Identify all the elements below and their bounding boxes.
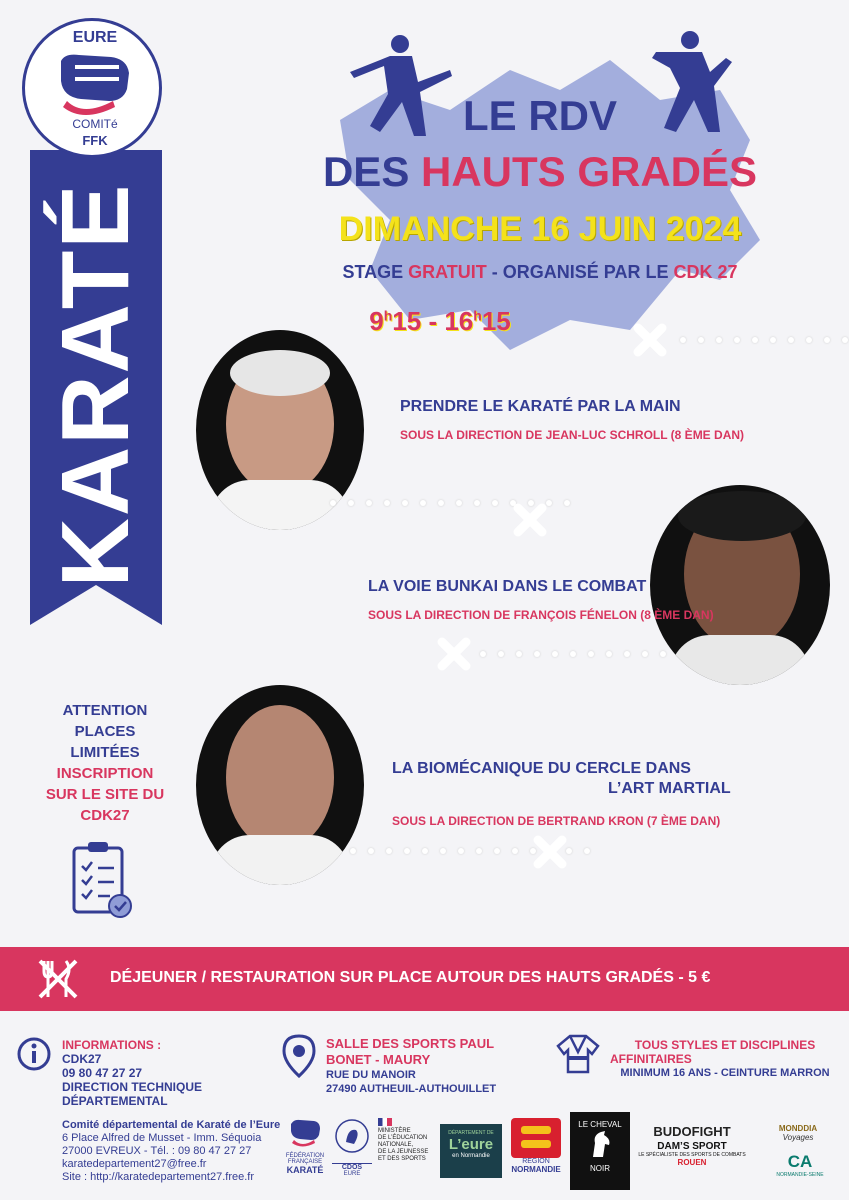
notice-line: ATTENTION bbox=[62, 702, 148, 719]
portrait-kron bbox=[196, 685, 364, 885]
budofight-damsport-logo bbox=[636, 1124, 748, 1167]
ribbon-notch bbox=[30, 585, 162, 625]
french-flag-icon bbox=[378, 1118, 392, 1126]
dots-row-1 bbox=[680, 337, 849, 343]
eure-text: en Normandie bbox=[452, 1153, 490, 1159]
fist-icon bbox=[53, 51, 137, 117]
region-text: NORMANDIE bbox=[511, 1165, 561, 1174]
committee-website[interactable]: Site : http://karatedepartement27.free.fr bbox=[62, 1171, 254, 1183]
eure-department-logo bbox=[440, 1124, 502, 1178]
ministere-text: ET DES SPORTS bbox=[378, 1156, 426, 1162]
info-phone: 09 80 47 27 27 bbox=[62, 1066, 143, 1080]
info-label: INFORMATIONS : bbox=[62, 1038, 162, 1052]
ffk-fist-icon bbox=[288, 1118, 322, 1148]
styles-requirement: MINIMUM 16 ANS - CEINTURE MARRON bbox=[620, 1067, 830, 1079]
cheval-text: LE CHEVAL bbox=[578, 1120, 622, 1129]
info-line: DÉPARTEMENTAL bbox=[62, 1094, 168, 1108]
mondia-text: MONDDIA bbox=[778, 1124, 818, 1133]
info-block bbox=[62, 1038, 202, 1108]
monddia-voyages-logo bbox=[758, 1124, 838, 1142]
title-prefix: DES bbox=[322, 148, 421, 195]
cdos-rooster-icon bbox=[334, 1118, 370, 1158]
ffk-text: KARATÉ bbox=[286, 1165, 324, 1175]
session-3-title-line1: LA BIOMÉCANIQUE DU CERCLE DANS bbox=[392, 760, 691, 777]
dots-row-3 bbox=[480, 651, 666, 657]
event-title-line2 bbox=[240, 148, 840, 196]
committee-address: 6 Place Alfred de Musset - Imm. Séquoia bbox=[62, 1132, 262, 1144]
cheval-text: NOIR bbox=[590, 1164, 610, 1173]
cdos-text: CDOS bbox=[332, 1163, 372, 1171]
committee-title: Comité départemental de Karaté de l’Eure bbox=[62, 1119, 281, 1131]
hours-sup2: h bbox=[473, 307, 482, 324]
x-mark-icon bbox=[510, 500, 550, 540]
eure-text: L’eure bbox=[448, 1136, 494, 1153]
session-2-director: SOUS LA DIRECTION DE FRANÇOIS FÉNELON (8 ÈME DAN) bbox=[368, 608, 714, 622]
venue-street: RUE DU MANOIR bbox=[326, 1069, 416, 1081]
x-mark-icon bbox=[530, 832, 570, 872]
stage-line bbox=[240, 262, 840, 283]
ffk-text: FRANÇAISE bbox=[287, 1159, 323, 1165]
info-line: CDK27 bbox=[62, 1052, 102, 1066]
logo-mid-text: COMITé bbox=[72, 117, 118, 131]
venue-name: SALLE DES SPORTS PAUL bbox=[326, 1036, 495, 1051]
region-text: RÉGION bbox=[522, 1158, 550, 1165]
committee-block bbox=[62, 1118, 280, 1184]
ministere-text: NATIONALE, bbox=[378, 1142, 414, 1148]
budofight-text: BUDOFIGHT bbox=[653, 1124, 731, 1139]
notice-line: CDK27 bbox=[80, 807, 130, 824]
hours-end: 15 bbox=[481, 306, 511, 336]
stage-free: GRATUIT bbox=[408, 262, 487, 282]
styles-line: TOUS STYLES ET DISCIPLINES bbox=[634, 1038, 816, 1052]
lunch-banner bbox=[0, 947, 849, 1011]
title-highlight: HAUTS GRADÉS bbox=[421, 148, 758, 195]
eure-text: DÉPARTEMENT DE bbox=[448, 1130, 494, 1136]
mondia-text: Voyages bbox=[782, 1133, 814, 1142]
karate-gi-icon bbox=[556, 1034, 600, 1074]
damsport-text: LE SPÉCIALISTE DES SPORTS DE COMBATS bbox=[638, 1152, 746, 1158]
x-mark-icon bbox=[630, 320, 670, 360]
stage-text-c: - ORGANISÉ PAR LE bbox=[486, 262, 674, 282]
notice-line: PLACES bbox=[74, 723, 136, 740]
notice-line: SUR LE SITE DU bbox=[45, 786, 165, 803]
styles-block bbox=[610, 1038, 840, 1080]
x-mark-icon bbox=[434, 634, 474, 674]
venue-block bbox=[326, 1036, 496, 1096]
event-date: DIMANCHE 16 JUIN 2024 bbox=[338, 210, 742, 248]
ministere-text: MINISTÈRE bbox=[378, 1128, 411, 1134]
horse-head-icon bbox=[585, 1129, 615, 1159]
event-title-line1: LE RDV bbox=[462, 92, 617, 139]
normandy-lions-icon bbox=[511, 1118, 561, 1158]
location-pin-icon bbox=[282, 1034, 316, 1078]
notice-line: INSCRIPTION bbox=[56, 765, 154, 782]
clipboard-checklist-icon bbox=[70, 840, 136, 920]
damsport-text: DAM’S SPORT bbox=[657, 1141, 727, 1152]
styles-line: AFFINITAIRES bbox=[610, 1052, 692, 1066]
ministere-sponsor-logo bbox=[378, 1118, 436, 1163]
lunch-banner-text: DÉJEUNER / RESTAURATION SUR PLACE AUTOUR DES HAUTS GRADÉS - 5 € bbox=[110, 969, 711, 986]
session-1-title: PRENDRE LE KARATÉ PAR LA MAIN bbox=[400, 398, 681, 415]
notice-line: LIMITÉES bbox=[70, 744, 140, 761]
cdos-sponsor-logo bbox=[332, 1118, 372, 1177]
registration-notice bbox=[20, 700, 190, 826]
ca-text: NORMANDIE-SEINE bbox=[776, 1172, 824, 1178]
portrait-fenelon bbox=[650, 485, 830, 685]
venue-name: BONET - MAURY bbox=[326, 1052, 431, 1067]
damsport-text: ROUEN bbox=[677, 1158, 707, 1167]
info-line: DIRECTION TECHNIQUE bbox=[62, 1080, 203, 1094]
session-1-director: SOUS LA DIRECTION DE JEAN-LUC SCHROLL (8 ÈME DAN) bbox=[400, 428, 745, 442]
committee-city: 27000 EVREUX - Tél. : 09 80 47 27 27 bbox=[62, 1145, 252, 1157]
cdos-text: EURE bbox=[343, 1171, 361, 1177]
venue-city: 27490 AUTHEUIL-AUTHOUILLET bbox=[326, 1083, 497, 1095]
no-utensils-icon bbox=[34, 955, 82, 1003]
ministere-text: DE LA JEUNESSE bbox=[378, 1149, 429, 1155]
ribbon-word: KARATÉ bbox=[42, 182, 149, 588]
eure-ffk-logo bbox=[22, 18, 162, 158]
committee-email[interactable]: karatedepartement27@free.fr bbox=[62, 1158, 207, 1170]
ministere-text: DE L’ÉDUCATION bbox=[378, 1135, 428, 1141]
hours-start: 9 bbox=[369, 306, 384, 336]
logo-bottom-text: FFK bbox=[82, 133, 108, 148]
session-3-title-line2: L’ART MARTIAL bbox=[608, 780, 731, 797]
hours-mid: 15 - 16 bbox=[392, 306, 474, 336]
ca-text: CA bbox=[787, 1152, 813, 1171]
session-3-director: SOUS LA DIRECTION DE BERTRAND KRON (7 ÈME DAN) bbox=[392, 814, 721, 828]
stage-text-a: STAGE bbox=[342, 262, 409, 282]
cheval-noir-logo bbox=[570, 1112, 630, 1190]
session-2-title: LA VOIE BUNKAI DANS LE COMBAT bbox=[368, 578, 647, 595]
region-normandie-logo bbox=[508, 1118, 564, 1174]
info-icon bbox=[16, 1036, 52, 1072]
ffk-text: FÉDÉRATION bbox=[285, 1153, 325, 1159]
credit-agricole-logo bbox=[770, 1152, 830, 1178]
hours-sup1: h bbox=[383, 307, 393, 324]
logo-top-text: EURE bbox=[72, 29, 118, 46]
stage-cdk: CDK 27 bbox=[673, 262, 738, 282]
ffk-sponsor-logo bbox=[282, 1118, 328, 1175]
